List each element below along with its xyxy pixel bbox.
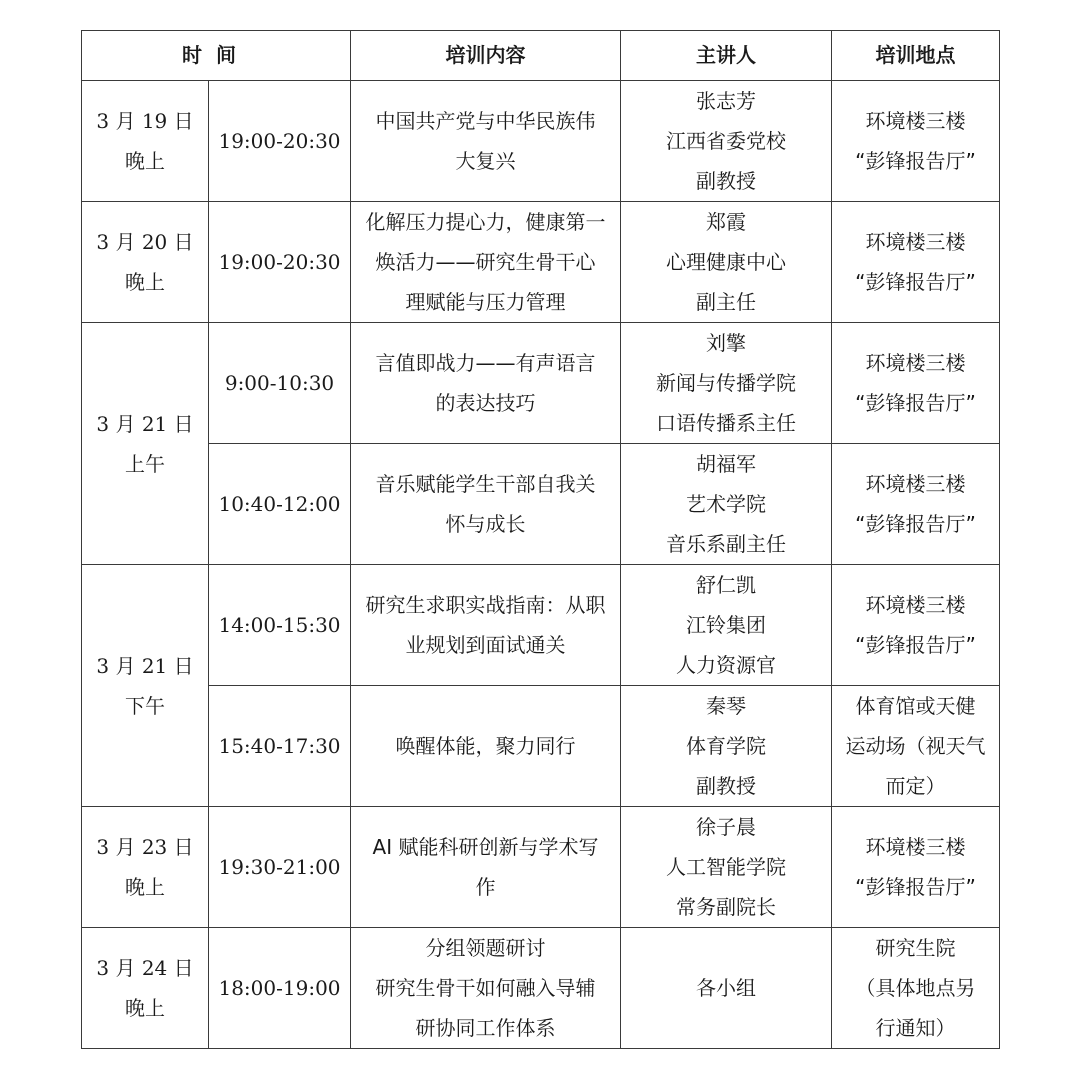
time-cell: 19:00-20:30 xyxy=(209,202,351,323)
content-cell: 研究生求职实战指南：从职 业规划到面试通关 xyxy=(351,565,621,686)
time-cell: 15:40-17:30 xyxy=(209,686,351,807)
time-cell: 10:40-12:00 xyxy=(209,444,351,565)
time-cell: 18:00-19:00 xyxy=(209,928,351,1049)
content-cell: 化解压力提心力，健康第一 焕活力——研究生骨干心 理赋能与压力管理 xyxy=(351,202,621,323)
location-cell: 环境楼三楼 “彭锋报告厅” xyxy=(832,81,1000,202)
speaker-cell: 秦琴 体育学院 副教授 xyxy=(621,686,832,807)
content-cell: 音乐赋能学生干部自我关 怀与成长 xyxy=(351,444,621,565)
content-cell: 分组领题研讨 研究生骨干如何融入导辅 研协同工作体系 xyxy=(351,928,621,1049)
time-cell: 9:00-10:30 xyxy=(209,323,351,444)
content-cell: AI 赋能科研创新与学术写 作 xyxy=(351,807,621,928)
table-row xyxy=(82,928,1000,1049)
location-cell: 环境楼三楼 “彭锋报告厅” xyxy=(832,202,1000,323)
header-row xyxy=(82,31,1000,81)
table-row xyxy=(82,444,1000,565)
header-time: 时间 xyxy=(82,31,351,81)
speaker-cell: 张志芳 江西省委党校 副教授 xyxy=(621,81,832,202)
date-cell: 3 月 21 日 下午 xyxy=(82,565,209,807)
table-row xyxy=(82,807,1000,928)
date-cell: 3 月 24 日 晚上 xyxy=(82,928,209,1049)
table-row xyxy=(82,686,1000,807)
content-cell: 言值即战力——有声语言 的表达技巧 xyxy=(351,323,621,444)
location-cell: 环境楼三楼 “彭锋报告厅” xyxy=(832,565,1000,686)
speaker-cell: 胡福军 艺术学院 音乐系副主任 xyxy=(621,444,832,565)
time-cell: 19:30-21:00 xyxy=(209,807,351,928)
date-cell: 3 月 20 日 晚上 xyxy=(82,202,209,323)
header-content: 培训内容 xyxy=(351,31,621,81)
speaker-cell: 舒仁凯 江铃集团 人力资源官 xyxy=(621,565,832,686)
content-cell: 中国共产党与中华民族伟 大复兴 xyxy=(351,81,621,202)
time-cell: 19:00-20:30 xyxy=(209,81,351,202)
header-speaker: 主讲人 xyxy=(621,31,832,81)
table-row xyxy=(82,565,1000,686)
training-schedule-table xyxy=(81,30,1000,1049)
location-cell: 环境楼三楼 “彭锋报告厅” xyxy=(832,323,1000,444)
date-cell: 3 月 21 日 上午 xyxy=(82,323,209,565)
table-row xyxy=(82,202,1000,323)
location-cell: 体育馆或天健 运动场（视天气 而定） xyxy=(832,686,1000,807)
table-row xyxy=(82,81,1000,202)
location-cell: 环境楼三楼 “彭锋报告厅” xyxy=(832,807,1000,928)
speaker-cell: 徐子晨 人工智能学院 常务副院长 xyxy=(621,807,832,928)
date-cell: 3 月 23 日 晚上 xyxy=(82,807,209,928)
time-cell: 14:00-15:30 xyxy=(209,565,351,686)
table-row xyxy=(82,323,1000,444)
date-cell: 3 月 19 日 晚上 xyxy=(82,81,209,202)
speaker-cell: 各小组 xyxy=(621,928,832,1049)
speaker-cell: 郑霞 心理健康中心 副主任 xyxy=(621,202,832,323)
header-location: 培训地点 xyxy=(832,31,1000,81)
location-cell: 环境楼三楼 “彭锋报告厅” xyxy=(832,444,1000,565)
content-cell: 唤醒体能，聚力同行 xyxy=(351,686,621,807)
location-cell: 研究生院 （具体地点另 行通知） xyxy=(832,928,1000,1049)
speaker-cell: 刘擎 新闻与传播学院 口语传播系主任 xyxy=(621,323,832,444)
